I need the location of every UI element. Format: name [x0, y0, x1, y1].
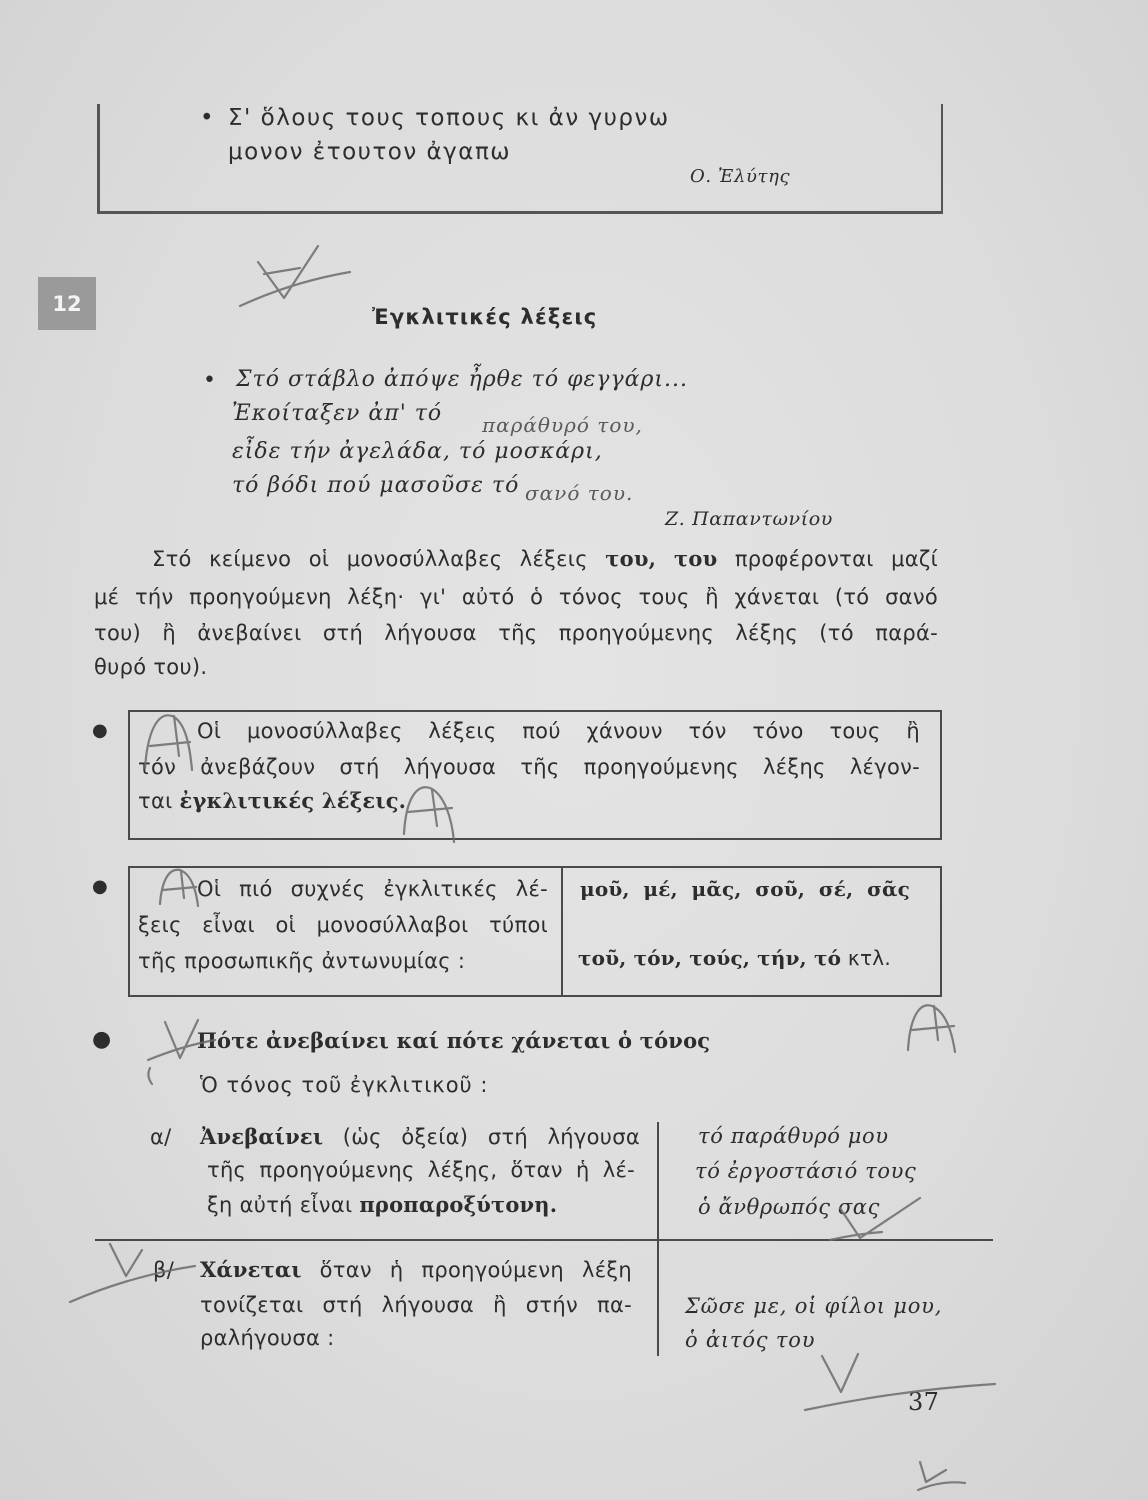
example-phrase: τό παράθυρό μου [698, 1124, 889, 1148]
rule-row-line [207, 1190, 557, 1220]
pronoun-list-etc: κτλ. [847, 946, 892, 970]
section-number-badge [38, 277, 96, 330]
rule-row-keyword: Ἀνεβαίνει [200, 1124, 324, 1149]
pencil-letter-a-mark [908, 1005, 955, 1052]
section-intro: Ὁ τόνος τοῦ ἐγκλιτικοῦ : [200, 1073, 489, 1097]
example-phrase: τό ἐργοστάσιό τους [695, 1159, 917, 1183]
rule-row-line: τῆς προηγούμενης λέξης, ὅταν ἡ λέ- [207, 1158, 635, 1182]
paragraph-line: του) ἢ ἀνεβαίνει στή λήγουσα τῆς προηγούμενης λέξης (τό παρά- [94, 621, 938, 645]
definition-line [138, 786, 406, 816]
paragraph-line: μέ τήν προηγούμενη λέξη· γι' αὐτό ὁ τόνος τους ἢ χάνεται (τό σανό [94, 585, 938, 609]
pencil-check-mark [70, 1244, 195, 1302]
definition-line: Οἱ μονοσύλλαβες λέξεις πού χάνουν τόν τόνο τους ἢ [197, 719, 920, 743]
rule-bullet: ● [92, 876, 109, 897]
row-marker: α/ [150, 1125, 172, 1149]
lesson-title: Ἐγκλιτικές λέξεις [372, 305, 598, 329]
quote-bullet: • [200, 105, 216, 131]
rule-row-line [200, 1122, 640, 1152]
definition-term: ἐγκλιτικές λέξεις. [179, 788, 407, 813]
example-phrase: ὁ ἄνθρωπός σας [698, 1195, 880, 1219]
rule-row-text: ξη αὐτή εἶναι [207, 1193, 353, 1217]
poem-line: Ἐκοίταξεν ἀπ' τό [232, 401, 443, 426]
pronoun-list: μοῦ, μέ, μᾶς, σοῦ, σέ, σᾶς [580, 877, 910, 901]
paragraph-text: Στό κείμενο οἱ μονοσύλλαβες λέξεις [152, 547, 588, 571]
pronoun-list-bold: τοῦ, τόν, τούς, τήν, τό [578, 946, 842, 970]
rule-row-text: ὅταν ἡ προηγούμενη λέξη [319, 1258, 632, 1282]
row-marker: β/ [153, 1258, 175, 1282]
section-heading: Πότε ἀνεβαίνει καί πότε χάνεται ὁ τόνος [197, 1028, 711, 1053]
pencil-check-mark [240, 246, 350, 306]
rule-bullet: ● [92, 1027, 112, 1052]
poem-line: τό βόδι πού μασοῦσε τό [232, 473, 520, 498]
table-row-divider [95, 1239, 993, 1241]
poem-line-tail: σανό του. [525, 481, 634, 505]
rule-row-line: τονίζεται στή λήγουσα ἢ στήν πα- [200, 1293, 632, 1317]
pronoun-list [578, 943, 891, 973]
rule-bullet: ● [92, 720, 109, 741]
quote-author: Ο. Ἐλύτης [690, 166, 791, 187]
pronoun-box-text: ξεις εἶναι οἱ μονοσύλλαβοι τύποι [138, 913, 548, 937]
rule-row-line [200, 1255, 632, 1285]
paragraph-bold-example: του, του [605, 546, 718, 571]
column-divider [561, 866, 563, 997]
paragraph-text: προφέρονται μαζί [734, 547, 938, 571]
page-number: 37 [908, 1388, 940, 1416]
rule-row-line: ραλήγουσα : [200, 1326, 335, 1350]
pronoun-box-text: τῆς προσωπικῆς ἀντωνυμίας : [138, 949, 466, 973]
paragraph-line: θυρό του). [94, 655, 208, 679]
definition-line: τόν ἀνεβάζουν στή λήγουσα τῆς προηγούμενης λέξης λέγον- [138, 755, 920, 779]
poem-author: Ζ. Παπαντωνίου [665, 508, 833, 530]
paragraph-line [152, 544, 938, 574]
section-number: 12 [52, 291, 82, 316]
quote-line: μονον ἐτουτον ἀγαπω [228, 139, 512, 165]
example-phrase: Σῶσε με, οἱ φίλοι μου, [685, 1294, 943, 1318]
pencil-check-mark [805, 1354, 995, 1410]
poem-line: Στό στάβλο ἀπόψε ἦρθε τό φεγγάρι... [236, 367, 688, 392]
poem-line: εἶδε τήν ἀγελάδα, τό μοσκάρι, [232, 439, 603, 464]
rule-row-keyword: Χάνεται [200, 1257, 302, 1282]
poem-bullet: • [203, 368, 217, 393]
rule-row-text: (ὡς ὀξεία) στή λήγουσα [342, 1125, 640, 1149]
rule-row-keyword: προπαροξύτονη. [359, 1192, 558, 1217]
definition-text: ται [138, 789, 173, 813]
pronoun-box-text: Οἱ πιό συχνές ἐγκλιτικές λέ- [197, 877, 548, 901]
poem-line-tail: παράθυρό του, [482, 413, 643, 437]
pencil-check-mark [918, 1462, 965, 1490]
quote-line: Σ' ὅλους τους τοπους κι ἀν γυρνω [228, 105, 670, 131]
example-phrase: ὁ ἀιτός του [685, 1328, 816, 1352]
